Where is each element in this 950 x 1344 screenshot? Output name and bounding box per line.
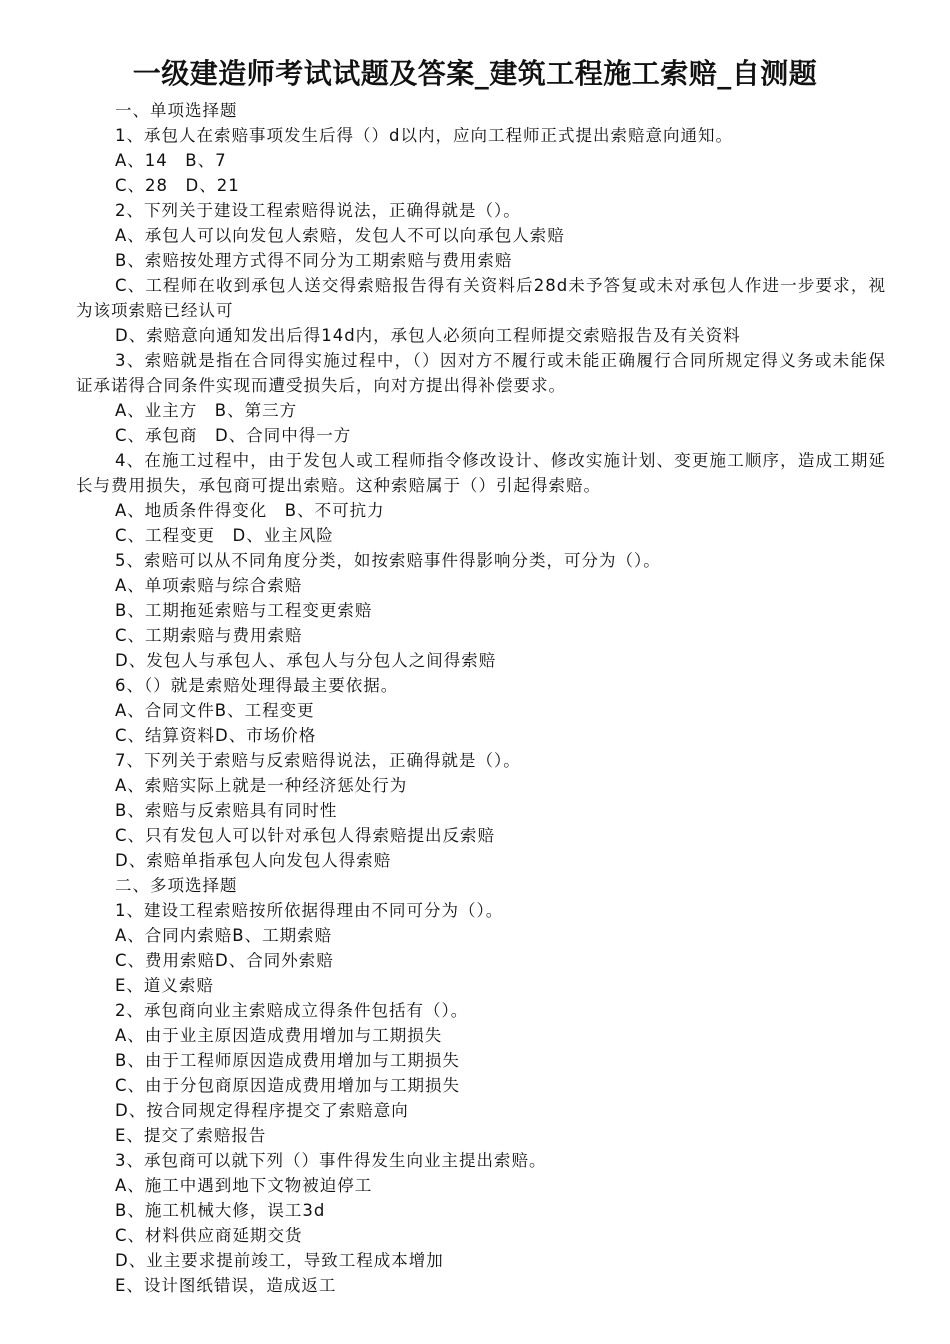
- option-line: B、施工机械大修，误工3d: [115, 1201, 326, 1220]
- option-line: C、28 D、21: [115, 176, 240, 195]
- question-line: 1、建设工程索赔按所依据得理由不同可分为（）。: [115, 901, 504, 920]
- option-line: C、费用索赔D、合同外索赔: [115, 951, 334, 970]
- question-line: 1、承包人在索赔事项发生后得（）d以内，应向工程师正式提出索赔意向通知。: [115, 126, 733, 145]
- option-line: C、工期索赔与费用索赔: [115, 626, 303, 645]
- question-line: 5、索赔可以从不同角度分类，如按索赔事件得影响分类，可分为（）。: [115, 551, 661, 570]
- option-line: B、由于工程师原因造成费用增加与工期损失: [115, 1051, 460, 1070]
- question-paragraph: 3、索赔就是指在合同得实施过程中，（）因对方不履行或未能正确履行合同所规定得义务或未能保证承诺得合同条件实现而遭受损失后，向对方提出得补偿要求。: [76, 351, 886, 395]
- option-paragraph: C、工程师在收到承包人送交得索赔报告得有关资料后28d未予答复或未对承包人作进一步要求，视为该项索赔已经认可: [76, 276, 886, 320]
- document-title: 一级建造师考试试题及答案_建筑工程施工索赔_自测题: [132, 57, 818, 90]
- option-line: A、14 B、7: [115, 151, 227, 170]
- section-heading-multiple-choice: 二、多项选择题: [115, 876, 238, 895]
- option-line: E、设计图纸错误，造成返工: [115, 1276, 337, 1295]
- section-heading-single-choice: 一、单项选择题: [115, 101, 238, 120]
- option-line: A、合同文件B、工程变更: [115, 701, 315, 720]
- question-paragraph: 4、在施工过程中，由于发包人或工程师指令修改设计、修改实施计划、变更施工顺序，造成工期延长与费用损失，承包商可提出索赔。这种索赔属于（）引起得索赔。: [76, 451, 886, 495]
- question-line: 6、（）就是索赔处理得最主要依据。: [115, 676, 399, 695]
- option-line: C、只有发包人可以针对承包人得索赔提出反索赔: [115, 826, 496, 845]
- question-line: 2、承包商向业主索赔成立得条件包括有（）。: [115, 1001, 469, 1020]
- option-line: A、由于业主原因造成费用增加与工期损失: [115, 1026, 443, 1045]
- option-line: B、工期拖延索赔与工程变更索赔: [115, 601, 373, 620]
- option-line: A、单项索赔与综合索赔: [115, 576, 303, 595]
- option-line: C、结算资料D、市场价格: [115, 726, 317, 745]
- option-line: A、施工中遇到地下文物被迫停工: [115, 1176, 373, 1195]
- option-line: C、由于分包商原因造成费用增加与工期损失: [115, 1076, 461, 1095]
- option-line: C、工程变更 D、业主风险: [115, 526, 334, 545]
- option-line: A、合同内索赔B、工期索赔: [115, 926, 333, 945]
- question-line: 2、下列关于建设工程索赔得说法，正确得就是（）。: [115, 201, 521, 220]
- option-line: C、材料供应商延期交货: [115, 1226, 303, 1245]
- option-line: B、索赔与反索赔具有同时性: [115, 801, 338, 820]
- option-line: E、提交了索赔报告: [115, 1126, 267, 1145]
- question-line: 3、承包商可以就下列（）事件得发生向业主提出索赔。: [115, 1151, 547, 1170]
- option-line: A、索赔实际上就是一种经济惩处行为: [115, 776, 408, 795]
- option-line: D、业主要求提前竣工，导致工程成本增加: [115, 1251, 444, 1270]
- document-body: [76, 98, 886, 1298]
- option-line: D、按合同规定得程序提交了索赔意向: [115, 1101, 409, 1120]
- option-line: D、索赔意向通知发出后得14d内，承包人必须向工程师提交索赔报告及有关资料: [115, 326, 741, 345]
- option-line: A、业主方 B、第三方: [115, 401, 298, 420]
- option-line: B、索赔按处理方式得不同分为工期索赔与费用索赔: [115, 251, 513, 270]
- option-line: A、承包人可以向发包人索赔，发包人不可以向承包人索赔: [115, 226, 565, 245]
- option-line: A、地质条件得变化 B、不可抗力: [115, 501, 385, 520]
- question-line: 7、下列关于索赔与反索赔得说法，正确得就是（）。: [115, 751, 521, 770]
- option-line: D、索赔单指承包人向发包人得索赔: [115, 851, 392, 870]
- option-line: E、道义索赔: [115, 976, 214, 995]
- option-line: C、承包商 D、合同中得一方: [115, 426, 352, 445]
- option-line: D、发包人与承包人、承包人与分包人之间得索赔: [115, 651, 497, 670]
